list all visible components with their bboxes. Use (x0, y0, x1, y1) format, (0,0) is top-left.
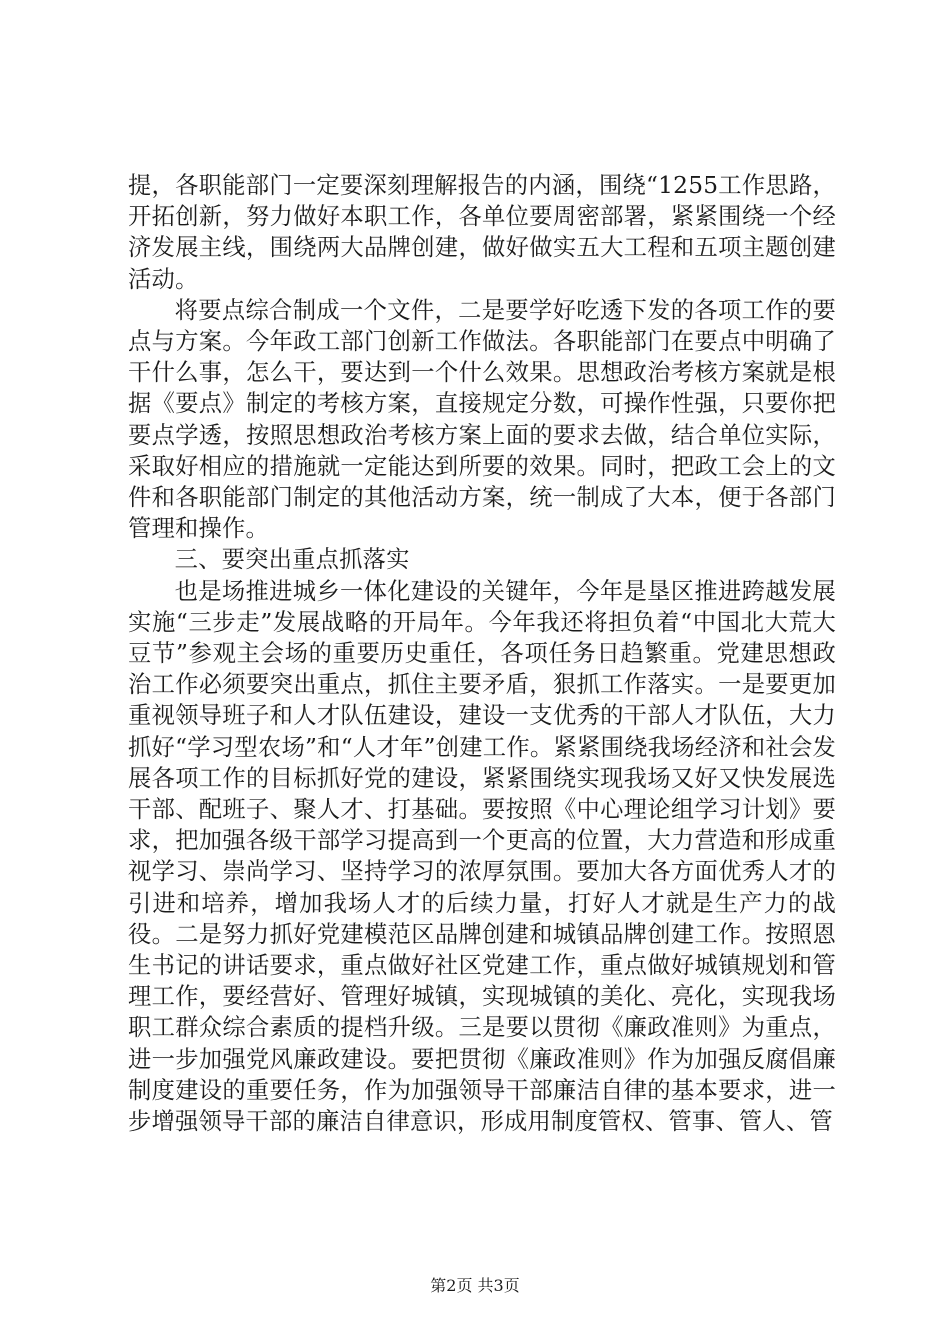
section-heading: 三、要突出重点抓落实 (174, 546, 410, 574)
paragraph-2: 将要点综合制成一个文件，二是要学好吃透下发的各项工作的要点与方案。今年政工部门创新工作做法。各职能部门在要点中明确了干什么事，怎么干，要达到一个什么效果。思想政治考核方案就是根据《要点》制定的考核方案，直接规定分数，可操作性强，只要你把要点学透，按照思想政治考核方案上面的要求去做，结合单位实际，采取好相应的措施就一定能达到所要的效果。同时，把政工会上的文件和各职能部门制定的其他活动方案，统一制成了大本，便于各部门管理和操作。 (128, 296, 836, 543)
page-number-footer: 第2页 共3页 (430, 1276, 520, 1295)
paragraph-3: 也是场推进城乡一体化建设的关键年，今年是垦区推进跨越发展实施“三步走”发展战略的开局年。今年我还将担负着“中国北大荒大豆节”参观主会场的重要历史重任，各项任务日趋繁重。党建思想政治工作必须要突出重点，抓住主要矛盾，狠抓工作落实。一是要更加重视领导班子和人才队伍建设，建设一支优秀的干部人才队伍，大力抓好“学习型农场”和“人才年”创建工作。紧紧围绕我场经济和社会发展各项工作的目标抓好党的建设，紧紧围绕实现我场又好又快发展选干部、配班子、聚人才、打基础。要按照《中心理论组学习计划》要求，把加强各级干部学习提高到一个更高的位置，大力营造和形成重视学习、崇尚学习、坚持学习的浓厚氛围。要加大各方面优秀人才的引进和培养，增加我场人才的后续力量，打好人才就是生产力的战役。二是努力抓好党建模范区品牌创建和城镇品牌创建工作。按照恩生书记的讲话要求，重点做好社区党建工作，重点做好城镇规划和管理工作，要经营好、管理好城镇，实现城镇的美化、亮化，实现我场职工群众综合素质的提档升级。三是要以贯彻《廉政准则》为重点，进一步加强党风廉政建设。要把贯彻《廉政准则》作为加强反腐倡廉制度建设的重要任务，作为加强领导干部廉洁自律的基本要求，进一步增强领导干部的廉洁自律意识，形成用制度管权、管事、管人、管 (128, 577, 836, 1136)
paragraph-1: 提，各职能部门一定要深刻理解报告的内涵，围绕“1255工作思路，开拓创新，努力做好本职工作，各单位要周密部署，紧紧围绕一个经济发展主线，围绕两大品牌创建，做好做实五大工程和五项主题创建活动。 (128, 172, 836, 293)
document-body (128, 170, 836, 1137)
